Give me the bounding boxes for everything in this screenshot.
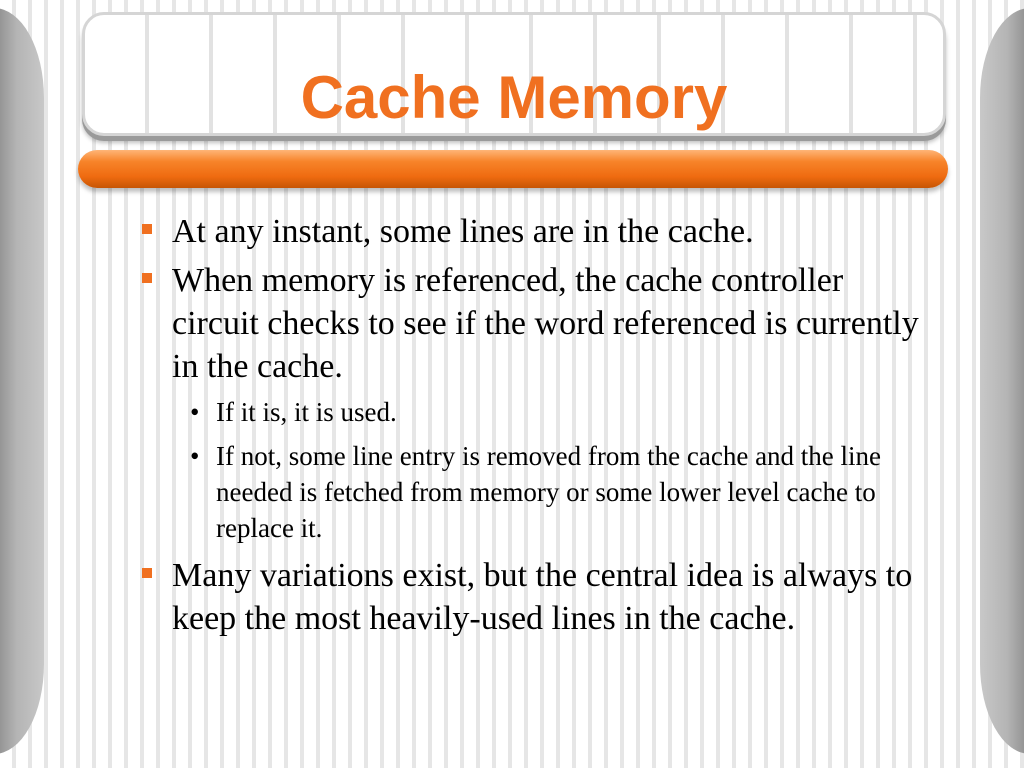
sub-bullet-item (138, 394, 938, 430)
slide-body (138, 210, 938, 646)
sub-bullet-text: If it is, it is used. (216, 397, 397, 427)
square-bullet-icon (142, 568, 152, 578)
square-bullet-icon (142, 224, 152, 234)
round-bullet-icon: • (190, 441, 200, 471)
left-decorative-bar (0, 8, 44, 754)
bullet-item (138, 210, 938, 253)
bullet-text: At any instant, some lines are in the cache. (172, 213, 754, 250)
bullet-item (138, 259, 938, 388)
sub-bullet-item (138, 438, 938, 546)
bullet-item (138, 554, 938, 640)
slide-title: Cache Memory (300, 64, 728, 131)
title-underline-bar (78, 150, 948, 188)
square-bullet-icon (142, 273, 152, 283)
title-box (82, 12, 946, 136)
right-decorative-bar (980, 8, 1024, 754)
round-bullet-icon: • (190, 397, 200, 427)
bullet-text: Many variations exist, but the central idea is always to keep the most heavily-used lines in the cache. (172, 557, 913, 637)
bullet-text: When memory is referenced, the cache controller circuit checks to see if the word referenced is currently in the cache. (172, 262, 919, 385)
sub-bullet-text: If not, some line entry is removed from the cache and the line needed is fetched from memory or some lower level cache to replace it. (216, 441, 882, 543)
